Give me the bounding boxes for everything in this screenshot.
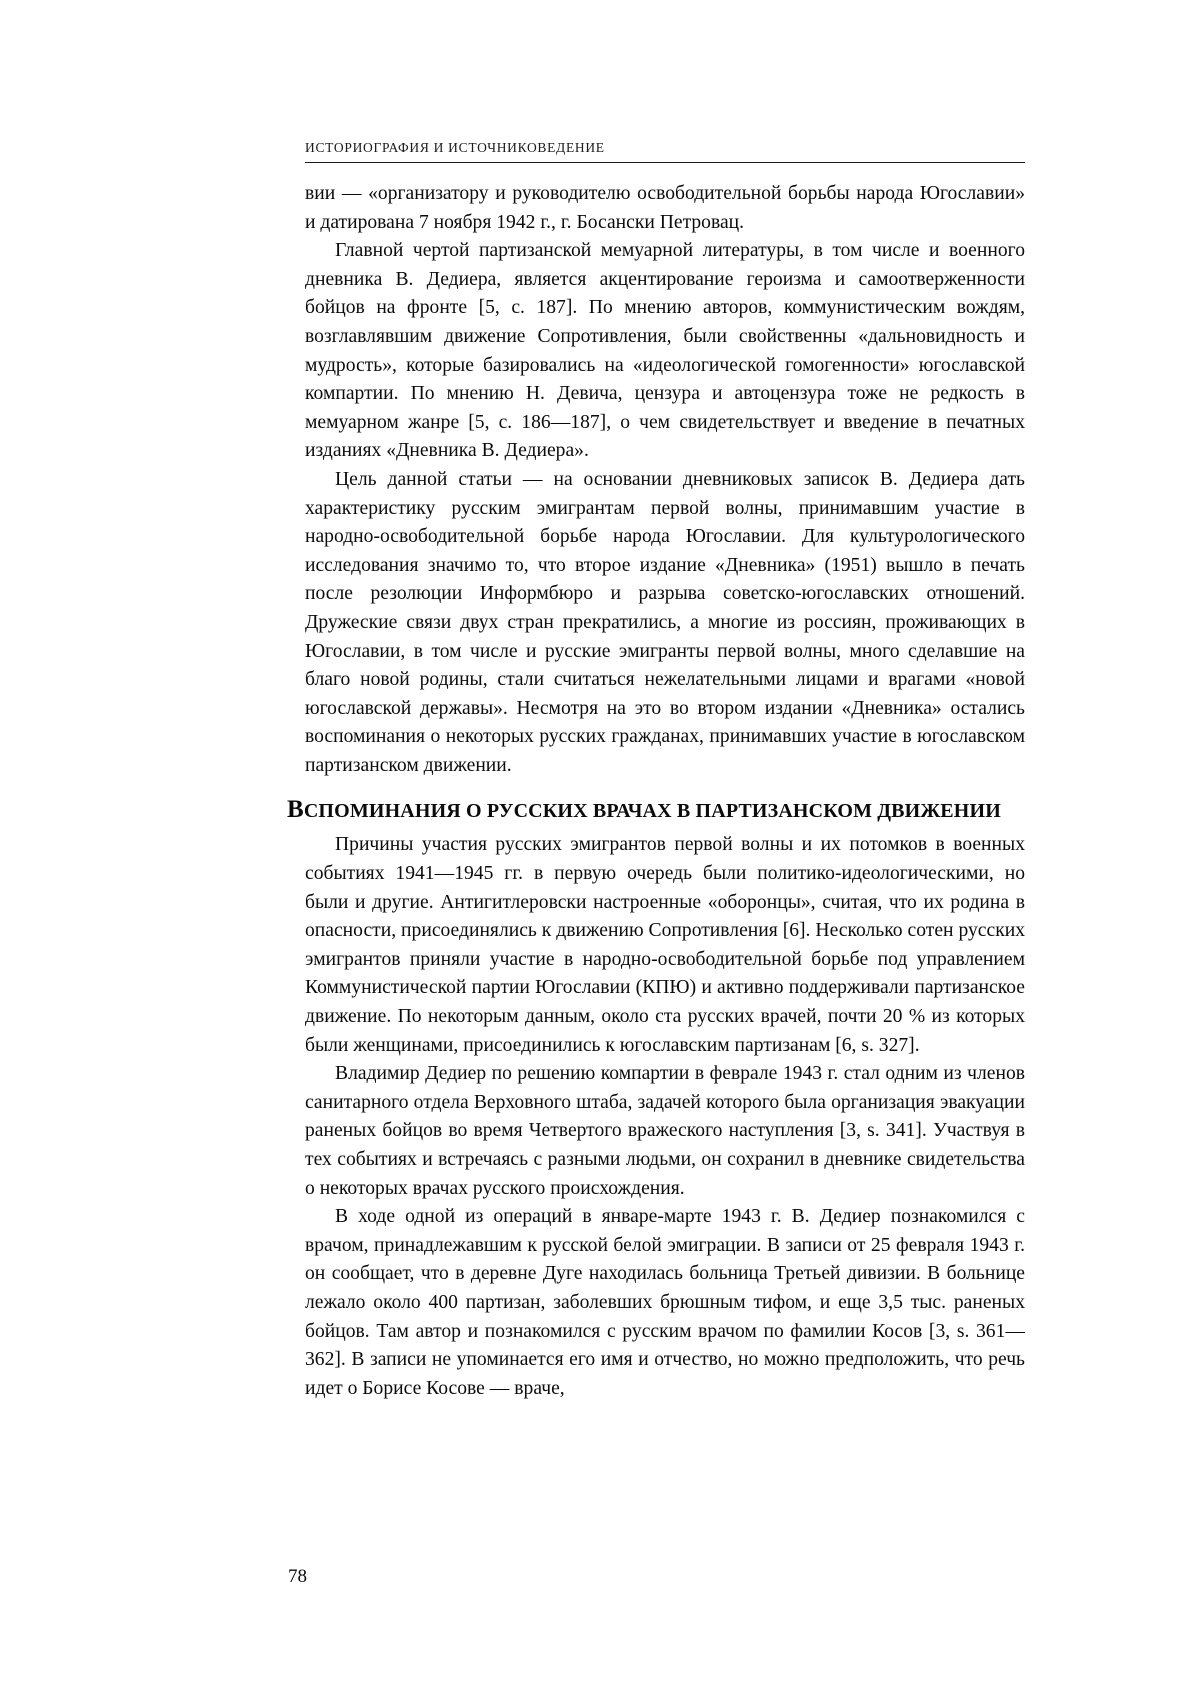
paragraph-reasons: Причины участия русских эмигрантов первой волны и их потомков в военных событиях 1941—1945 гг. в первую очередь были политико-идеологическими, но были и другие. Антигитлеровски настроенные «оборонцы», считая, что их родина в опасности, присоединялись к движению Сопротивления [6]. Несколько сотен русских эмигрантов приняли участие в народно-освободительной борьбе под управлением Коммунистической партии Югославии (КПЮ) и активно поддерживали партизанское движение. По некоторым данным, около ста русских врачей, почти 20 % из которых были женщинами, присоединились к югославским партизанам [6, s. 327].	[305, 834, 1025, 1056]
paragraph-memoir-literature: Главной чертой партизанской мемуарной литературы, в том числе и военного дневника В. Дедиера, является акцентирование героизма и самоотверженности бойцов на фронте [5, с. 187]. По мнению авторов, коммунистическим вождям, возглавлявшим движение Сопротивления, были свойственны «дальновидность и мудрость», которые базировались на «идеологической гомогенности» югославской компартии. По мнению Н. Девича, цензура и автоцензура тоже не редкость в мемуарном жанре [5, с. 186—187], о чем свидетельствует и введение в печатных изданиях «Дневника В. Дедиера».	[305, 240, 1025, 462]
paragraph-dedijer: Владимир Дедиер по решению компартии в феврале 1943 г. стал одним из членов санитарного отдела Верховного штаба, задачей которого была организация эвакуации раненых бойцов во время Четвертого вражеского наступления [3, s. 341]. Участвуя в тех событиях и встречаясь с разными людьми, он сохранил в дневнике свидетельства о некоторых врачах русского происхождения.	[305, 1063, 1025, 1199]
section-heading-text: СПОМИНАНИЯ О РУССКИХ ВРАЧАХ В ПАРТИЗАНСКОМ ДВИЖЕНИИ	[303, 800, 1001, 823]
paragraph-continued: вии — «организатору и руководителю освободительной борьбы народа Югославии» и датирована 7 ноября 1942 г., г. Босански Петровац.	[305, 183, 1025, 233]
running-head: ИСТОРИОГРАФИЯ И ИСТОЧНИКОВЕДЕНИЕ	[305, 140, 605, 155]
page-content	[287, 140, 1025, 1403]
page-number: 78	[288, 1566, 307, 1587]
section-heading-dropcap: В	[287, 796, 304, 824]
header-rule	[305, 162, 1025, 163]
paragraph-aim: Цель данной статьи — на основании дневниковых записок В. Дедиера дать характеристику русским эмигрантам первой волны, принимавшим участие в народно-освободительной борьбе народа Югославии. Для культурологического исследования значимо то, что второе издание «Дневника» (1951) вышло в печать после резолюции Информбюро и разрыва советско-югославских отношений. Дружеские связи двух стран прекратились, а многие из россиян, проживающих в Югославии, в том числе и русские эмигранты первой волны, много сделавшие на благо новой родины, стали считаться нежелательными лицами и врагами «новой югославской державы». Несмотря на это во втором издании «Дневника» остались воспоминания о некоторых русских гражданах, принимавших участие в югославском партизанском движении.	[305, 468, 1025, 776]
paragraph-kosov: В ходе одной из операций в январе-марте 1943 г. В. Дедиер познакомился с врачом, принадлежавшим к русской белой эмиграции. В записи от 25 февраля 1943 г. он сообщает, что в деревне Дуге находилась больница Третьей дивизии. В больнице лежало около 400 партизан, заболевших брюшным тифом, и еще 3,5 тыс. раненых бойцов. Там автор и познакомился с русским врачом по фамилии Косов [3, s. 361—362]. В записи не упоминается его имя и отчество, но можно предположить, что речь идет о Борисе Косове — враче,	[305, 1206, 1025, 1399]
section-heading	[287, 796, 1025, 825]
